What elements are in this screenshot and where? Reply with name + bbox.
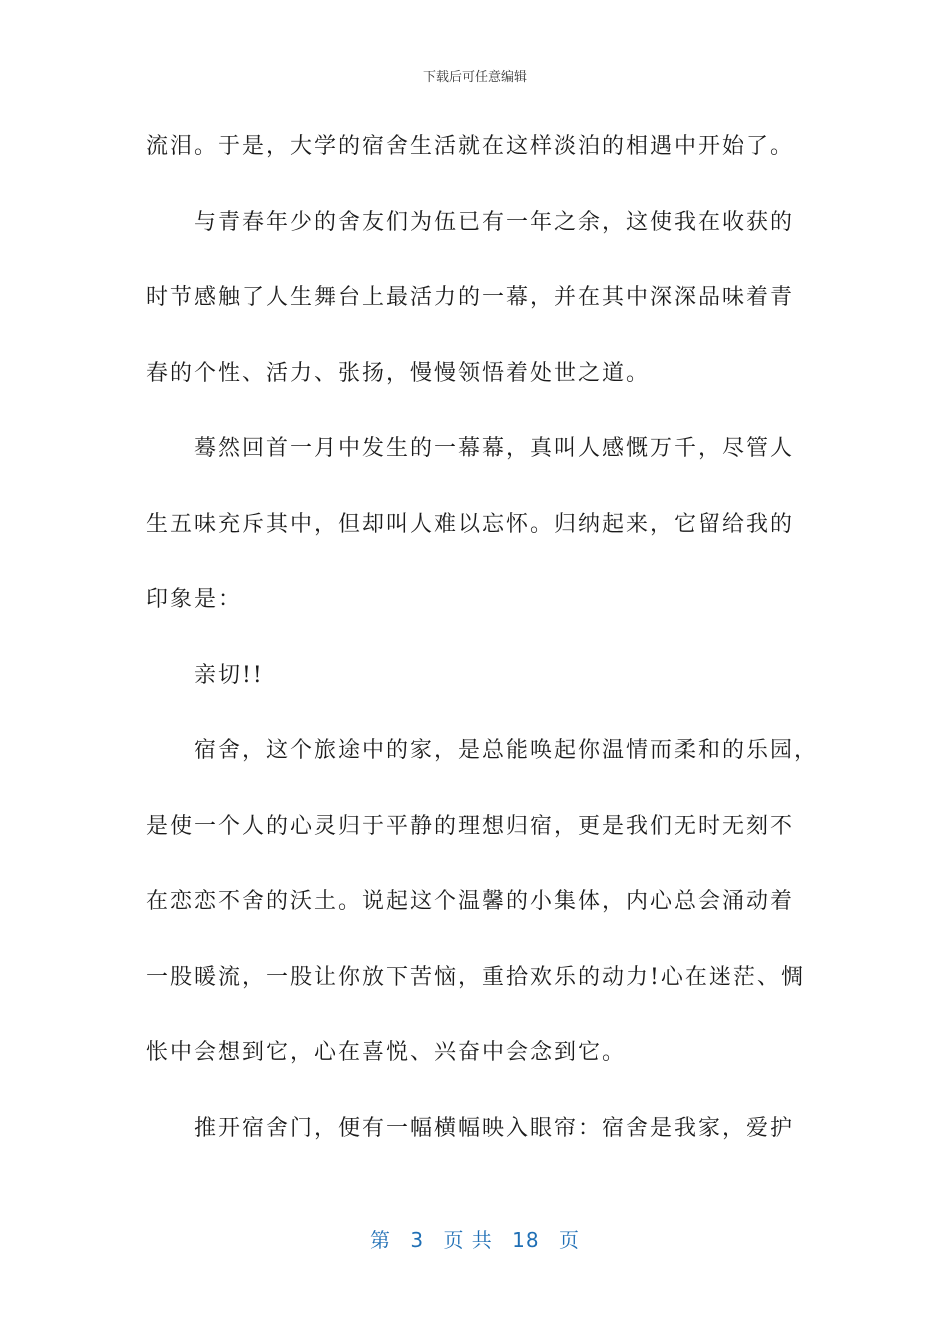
footer-middle: 页 共 <box>443 1228 493 1252</box>
paragraph-line: 流泪。于是，大学的宿舍生活就在这样淡泊的相遇中开始了。 <box>146 134 795 159</box>
document-body <box>146 125 819 1182</box>
paragraph-line: 亲切!! <box>194 662 264 688</box>
paragraph-line: 怅中会想到它，心在喜悦、兴奋中会念到它。 <box>146 1040 627 1065</box>
footer-prefix: 第 <box>370 1228 391 1252</box>
page-footer <box>0 1224 950 1253</box>
footer-total-pages: 18 <box>512 1228 540 1252</box>
paragraph-line: 春的个性、活力、张扬，慢慢领悟着处世之道。 <box>146 360 651 386</box>
paragraph-line: 一股暖流，一股让你放下苦恼，重拾欢乐的动力!心在迷茫、惆 <box>146 964 805 990</box>
header-note: 下载后可任意编辑 <box>422 70 527 85</box>
footer-suffix: 页 <box>558 1228 580 1252</box>
paragraph-line: 蓦然回首一月中发生的一幕幕，真叫人感慨万千，尽管人 <box>194 436 795 461</box>
paragraph-line: 宿舍，这个旅途中的家，是总能唤起你温情而柔和的乐园， <box>194 738 819 763</box>
paragraph-line: 生五味充斥其中，但却叫人难以忘怀。归纳起来，它留给我的 <box>146 511 795 537</box>
paragraph-line: 是使一个人的心灵归于平静的理想归宿，更是我们无时无刻不 <box>146 813 795 839</box>
paragraph-line: 印象是： <box>146 587 243 612</box>
footer-current-page: 3 <box>410 1228 425 1252</box>
paragraph-line: 时节感触了人生舞台上最活力的一幕，并在其中深深品味着青 <box>146 285 795 310</box>
paragraph-line: 推开宿舍门，便有一幅横幅映入眼帘：宿舍是我家，爱护 <box>194 1115 795 1141</box>
paragraph-line: 在恋恋不舍的沃土。说起这个温馨的小集体，内心总会涌动着 <box>146 889 795 914</box>
paragraph-line: 与青春年少的舍友们为伍已有一年之余，这使我在收获的 <box>194 209 795 235</box>
